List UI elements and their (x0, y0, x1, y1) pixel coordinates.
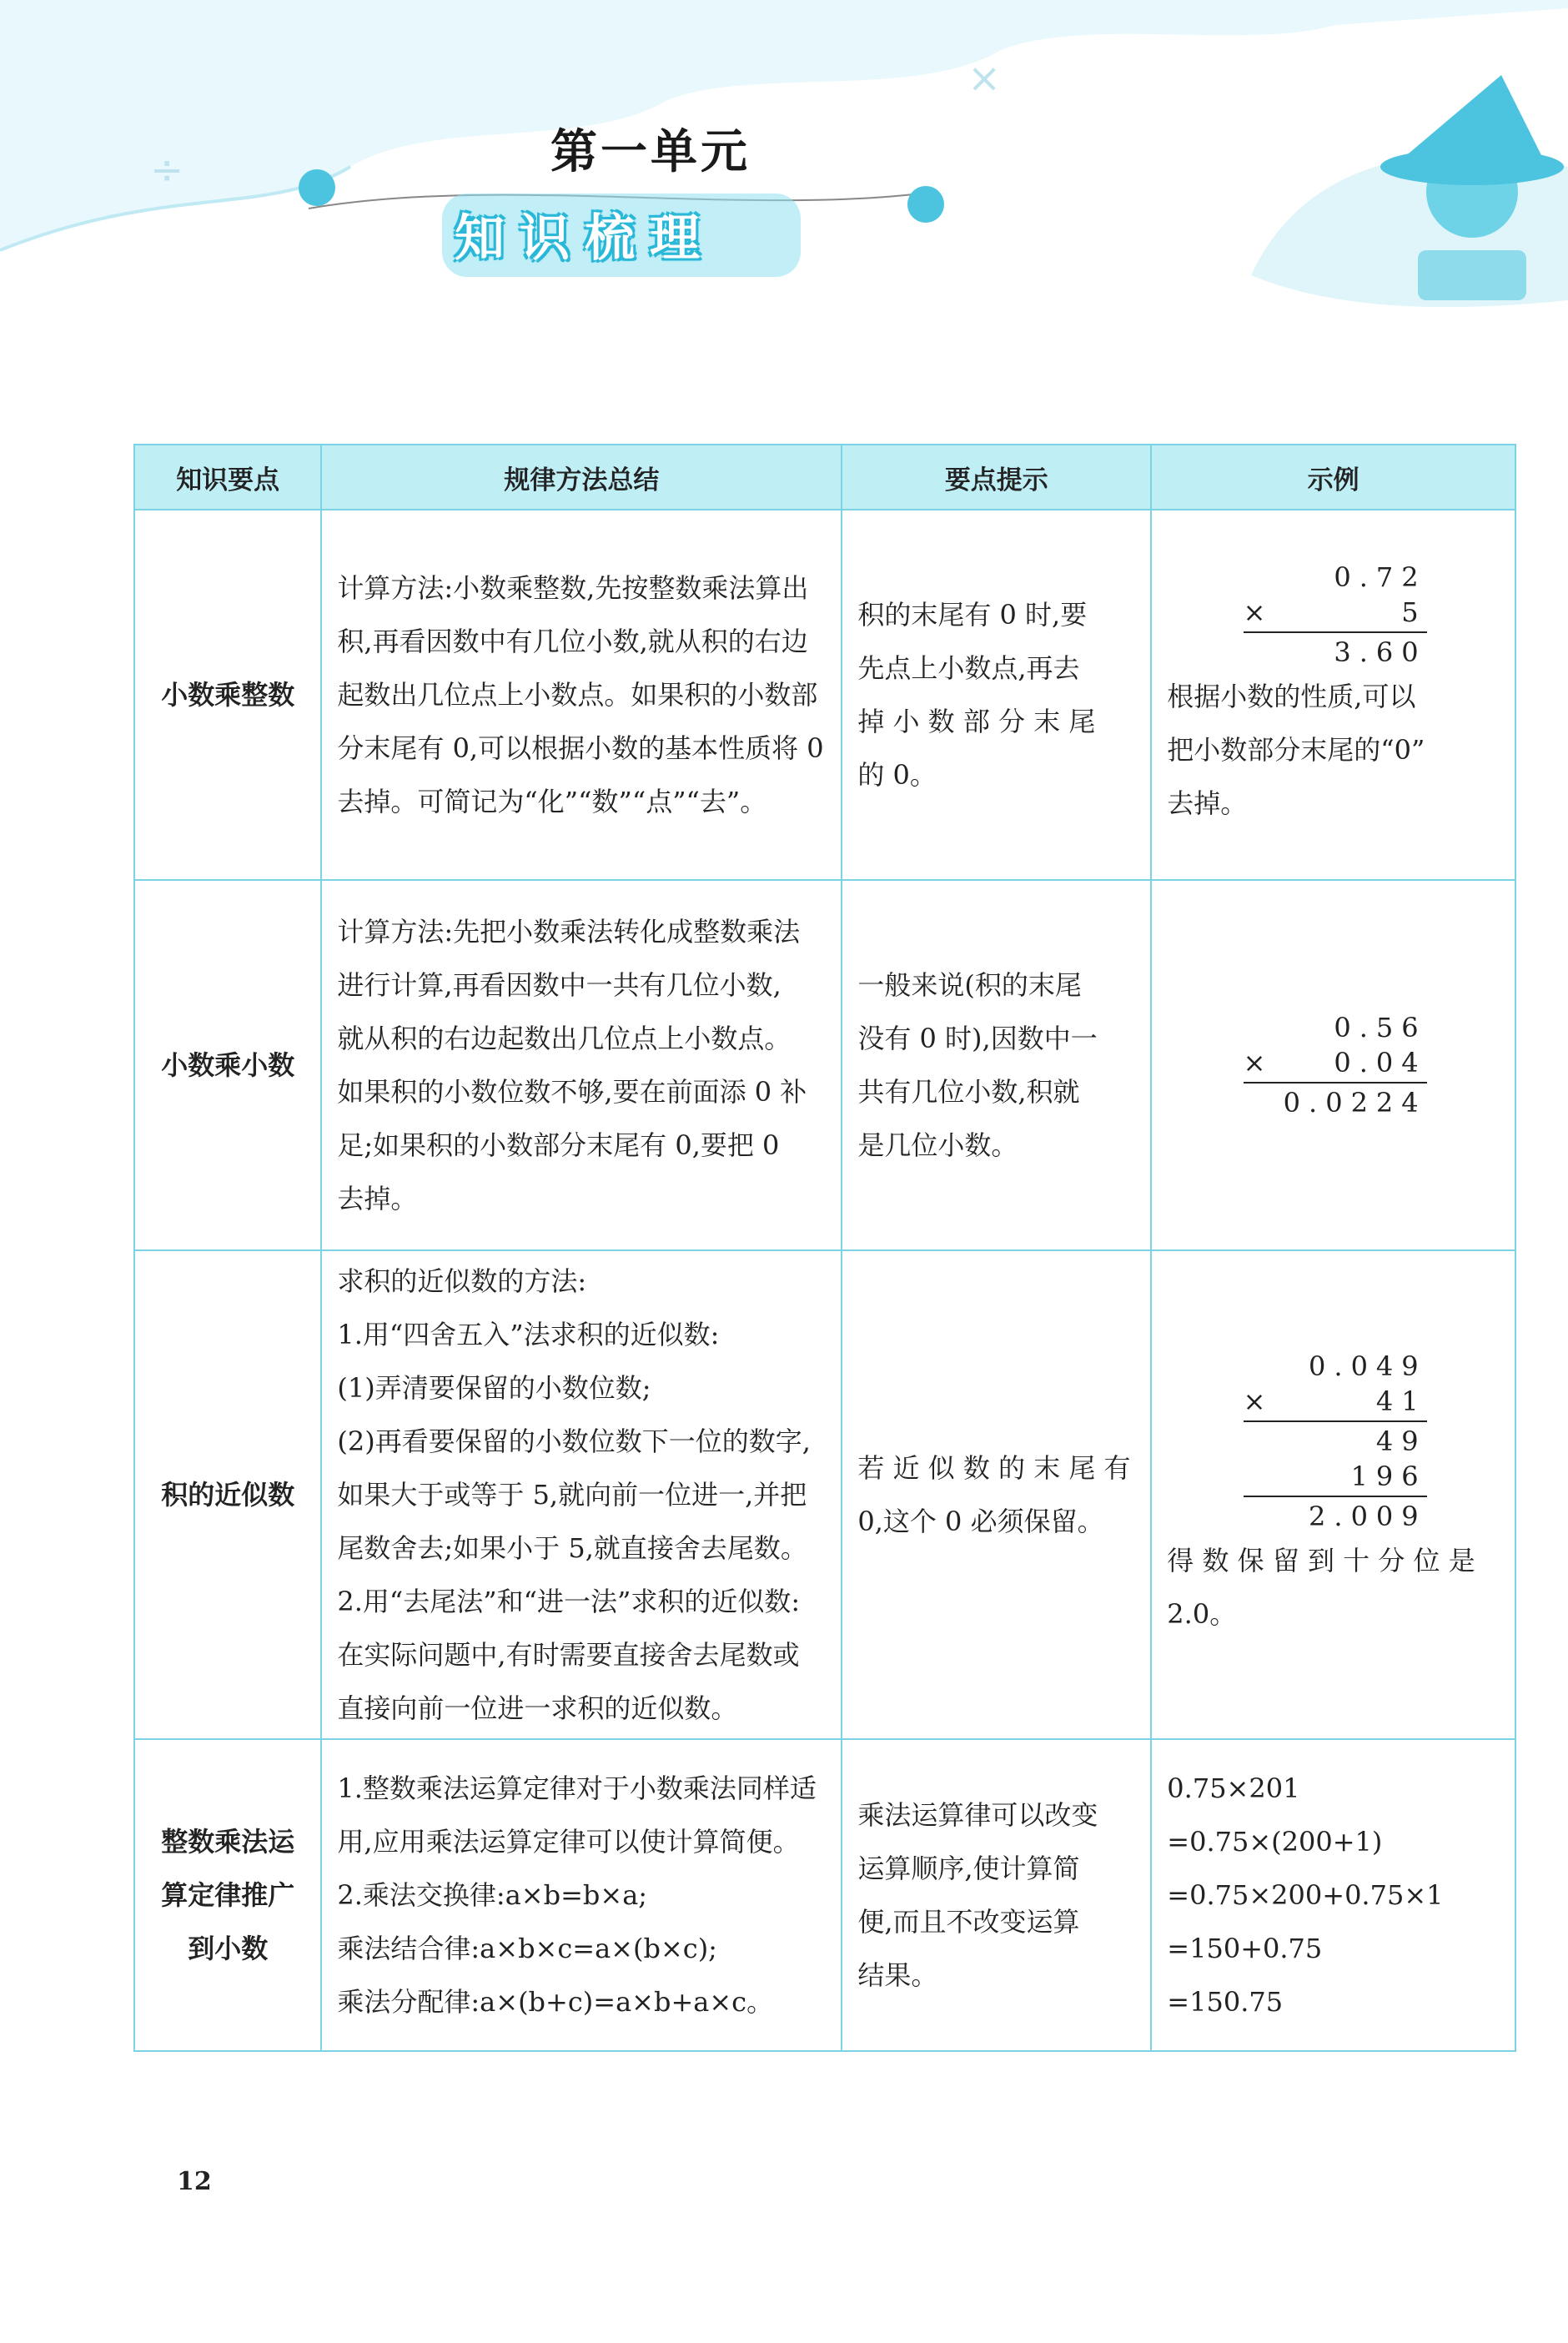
summary-line: 直接向前一位进一求积的近似数。 (337, 1692, 738, 1724)
topic-line: 整数乘法运 (161, 1826, 295, 1858)
example-line: =0.75×(200+1) (1167, 1826, 1383, 1858)
summary-line: 就从积的右边起数出几位点上小数点。 (337, 1023, 792, 1054)
hint-cell (842, 880, 1151, 1250)
summary-line: 用,应用乘法运算定律可以使计算简便。 (337, 1826, 800, 1858)
calc-line: 196 (1350, 1461, 1427, 1492)
calc-line (1244, 595, 1427, 630)
summary-line: 尾数舍去;如果小于 5,就直接舍去尾数。 (337, 1532, 807, 1564)
example-cell (1151, 1250, 1515, 1739)
knowledge-table (133, 444, 1516, 2052)
summary-cell (321, 880, 842, 1250)
summary-line: 起数出几位点上小数点。如果积的小数部 (337, 679, 818, 711)
multiply-sign: × (1243, 1385, 1266, 1417)
summary-line: 计算方法:先把小数乘法转化成整数乘法 (337, 916, 801, 948)
summary-line: 如果大于或等于 5,就向前一位进一,并把 (337, 1479, 807, 1511)
summary-line: 乘法分配律:a×(b+c)=a×b+a×c。 (337, 1986, 774, 2018)
summary-line: 进行计算,再看因数中一共有几位小数, (337, 969, 781, 1001)
example-line: 得 数 保 留 到 十 分 位 是 (1167, 1545, 1475, 1576)
svg-text:÷: ÷ (150, 147, 184, 194)
calc-rule (1244, 1082, 1427, 1084)
summary-line: 如果积的小数位数不够,要在前面添 0 补 (337, 1076, 807, 1108)
summary-line: 足;如果积的小数部分末尾有 0,要把 0 (337, 1129, 780, 1161)
summary-line: 求积的近似数的方法: (337, 1265, 587, 1297)
vertical-calculation (1244, 1010, 1427, 1120)
table-row (134, 1250, 1515, 1739)
table-row (134, 880, 1515, 1250)
vertical-calculation (1244, 1349, 1427, 1534)
topic-cell (134, 1739, 321, 2051)
example-cell (1151, 880, 1515, 1250)
hint-line: 共有几位小数,积就 (857, 1076, 1080, 1108)
hint-line: 的 0。 (857, 759, 937, 791)
column-header-example: 示例 (1151, 445, 1515, 510)
summary-line: 2.用“去尾法”和“进一法”求积的近似数: (337, 1586, 801, 1617)
summary-line: 2.乘法交换律:a×b=b×a; (337, 1879, 648, 1911)
hint-line: 运算顺序,使计算简 (857, 1853, 1080, 1884)
example-line: 把小数部分末尾的“0” (1167, 734, 1425, 766)
calc-rule (1244, 1420, 1427, 1422)
hint-line: 没有 0 时),因数中一 (857, 1023, 1098, 1054)
calc-line: 0.72 (1334, 561, 1427, 593)
topic-line: 到小数 (188, 1933, 269, 1964)
hint-line: 乘法运算律可以改变 (857, 1799, 1098, 1831)
hint-line: 掉 小 数 部 分 末 尾 (857, 706, 1096, 737)
calc-value: 41 (1375, 1385, 1427, 1417)
topic-cell: 积的近似数 (134, 1250, 321, 1739)
summary-line: (1)弄清要保留的小数位数; (337, 1372, 651, 1404)
unit-title: 第一单元 (550, 125, 751, 179)
header-illustration (0, 0, 1568, 350)
calc-line: 0.049 (1309, 1350, 1427, 1382)
section-title: 知识梳理 (455, 209, 715, 268)
calc-line: 0.0224 (1283, 1087, 1427, 1119)
example-line: 根据小数的性质,可以 (1167, 681, 1416, 712)
topic-cell: 小数乘整数 (134, 510, 321, 880)
example-cell (1151, 1739, 1515, 2051)
calc-value: 0.04 (1334, 1047, 1427, 1078)
example-line: =0.75×200+0.75×1 (1167, 1879, 1444, 1911)
example-line: =150+0.75 (1167, 1933, 1323, 1964)
summary-line: 去掉。 (337, 1183, 418, 1214)
hint-line: 若 近 似 数 的 末 尾 有 (857, 1452, 1131, 1484)
multiply-sign: × (1243, 1047, 1266, 1078)
hint-cell (842, 510, 1151, 880)
hint-line: 便,而且不改变运算 (857, 1906, 1080, 1938)
column-header-summary: 规律方法总结 (321, 445, 842, 510)
table-header-row (134, 445, 1515, 510)
example-line: 2.0。 (1167, 1598, 1237, 1630)
calc-rule (1244, 1496, 1427, 1497)
example-line: =150.75 (1167, 1986, 1284, 2018)
example-line: 0.75×201 (1167, 1772, 1300, 1804)
column-header-topic: 知识要点 (134, 445, 321, 510)
table-row (134, 1739, 1515, 2051)
hint-cell (842, 1250, 1151, 1739)
summary-line: 分末尾有 0,可以根据小数的基本性质将 0 (337, 732, 824, 764)
summary-line: 1.整数乘法运算定律对于小数乘法同样适 (337, 1772, 817, 1804)
hint-line: 是几位小数。 (857, 1129, 1018, 1161)
calc-rule (1244, 631, 1427, 633)
summary-line: 乘法结合律:a×b×c=a×(b×c); (337, 1933, 717, 1964)
summary-cell (321, 1739, 842, 2051)
calc-line: 2.009 (1309, 1501, 1427, 1532)
calc-line (1244, 1384, 1427, 1419)
vertical-calculation (1244, 560, 1427, 670)
multiply-sign: × (1243, 596, 1266, 628)
hint-line: 0,这个 0 必须保留。 (857, 1506, 1104, 1537)
page-number: 12 (177, 2167, 212, 2196)
calc-line: 3.60 (1334, 636, 1427, 668)
hint-line: 结果。 (857, 1959, 938, 1991)
summary-cell (321, 510, 842, 880)
example-line: 去掉。 (1167, 787, 1248, 819)
summary-line: 计算方法:小数乘整数,先按整数乘法算出 (337, 572, 809, 604)
summary-line: 1.用“四舍五入”法求积的近似数: (337, 1319, 720, 1350)
topic-line: 算定律推广 (161, 1879, 295, 1911)
summary-line: (2)再看要保留的小数位数下一位的数字, (337, 1425, 811, 1457)
topic-cell: 小数乘小数 (134, 880, 321, 1250)
calc-line: 0.56 (1334, 1012, 1427, 1043)
calc-value: 5 (1401, 596, 1427, 628)
summary-line: 去掉。可简记为“化”“数”“点”“去”。 (337, 786, 767, 817)
calc-line: 49 (1375, 1425, 1427, 1457)
column-header-hint: 要点提示 (842, 445, 1151, 510)
example-cell (1151, 510, 1515, 880)
hint-cell (842, 1739, 1151, 2051)
calc-line (1244, 1045, 1427, 1080)
svg-text:×: × (967, 55, 1002, 102)
summary-cell (321, 1250, 842, 1739)
table-row (134, 510, 1515, 880)
hint-line: 先点上小数点,再去 (857, 652, 1080, 684)
hint-line: 积的末尾有 0 时,要 (857, 599, 1088, 631)
summary-line: 在实际问题中,有时需要直接舍去尾数或 (337, 1639, 800, 1671)
summary-line: 积,再看因数中有几位小数,就从积的右边 (337, 626, 808, 657)
hint-line: 一般来说(积的末尾 (857, 969, 1082, 1001)
